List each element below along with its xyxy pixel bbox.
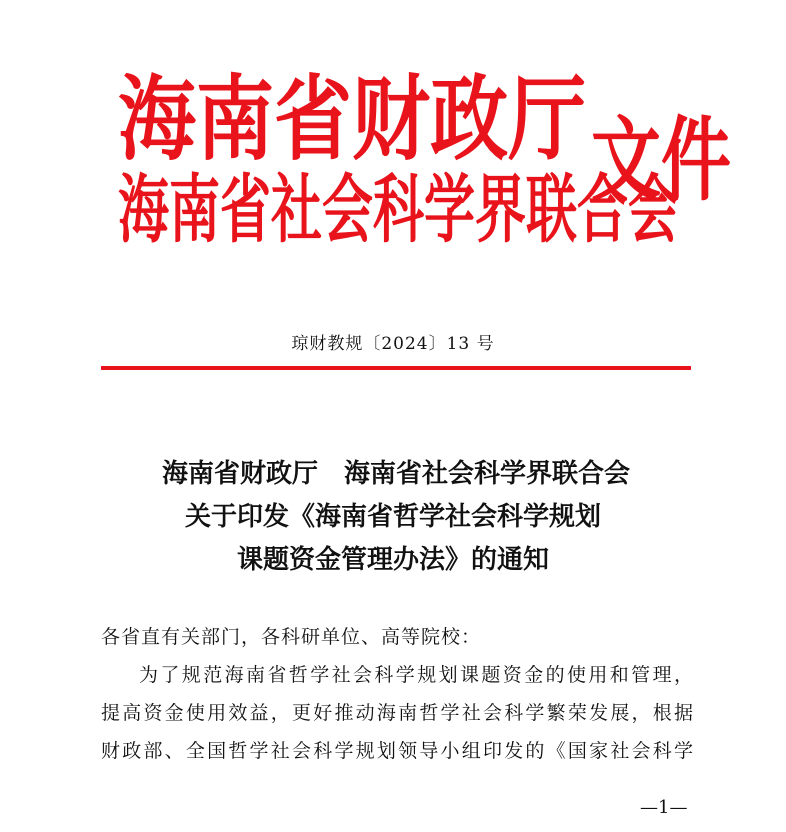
red-separator-line — [101, 366, 691, 370]
title-line-2: 关于印发《海南省哲学社会科学规划 — [184, 502, 601, 532]
body-line: 为了规范海南省哲学社会科学规划课题资金的使用和管理， — [139, 664, 693, 686]
title-line-1 — [0, 453, 786, 496]
title-line-3: 课题资金管理办法》的通知 — [236, 545, 549, 575]
document-number: 琼财教规〔2024〕13 号 — [291, 334, 495, 354]
issuer-char: 省 — [274, 66, 353, 174]
issuer-char: 政 — [430, 66, 509, 174]
issuer-char: 南 — [196, 66, 275, 174]
document-type: 文件 — [591, 105, 731, 214]
issuer-social-science-federation: 海南省社会科学界联合会 — [118, 166, 680, 254]
issuer-finance-department — [118, 66, 587, 175]
document-title — [0, 453, 786, 582]
issuer-char: 海 — [118, 66, 197, 174]
issuer-char: 财 — [352, 66, 431, 174]
salutation: 各省直有关部门，各科研单位、高等院校： — [101, 626, 482, 648]
document-body — [101, 618, 693, 770]
document-header — [118, 66, 731, 254]
body-line: 提高资金使用效益，更好推动海南哲学社会科学繁荣发展，根据 — [101, 702, 693, 724]
page-number: —1— — [640, 797, 688, 818]
issuer-char: 厅 — [508, 66, 587, 174]
body-line: 财政部、全国哲学社会科学规划领导小组印发的《国家社会科学 — [101, 740, 693, 762]
title-issuer-a: 海南省财政厅 — [161, 459, 318, 489]
title-issuer-b: 海南省社会科学界联合会 — [344, 459, 631, 489]
